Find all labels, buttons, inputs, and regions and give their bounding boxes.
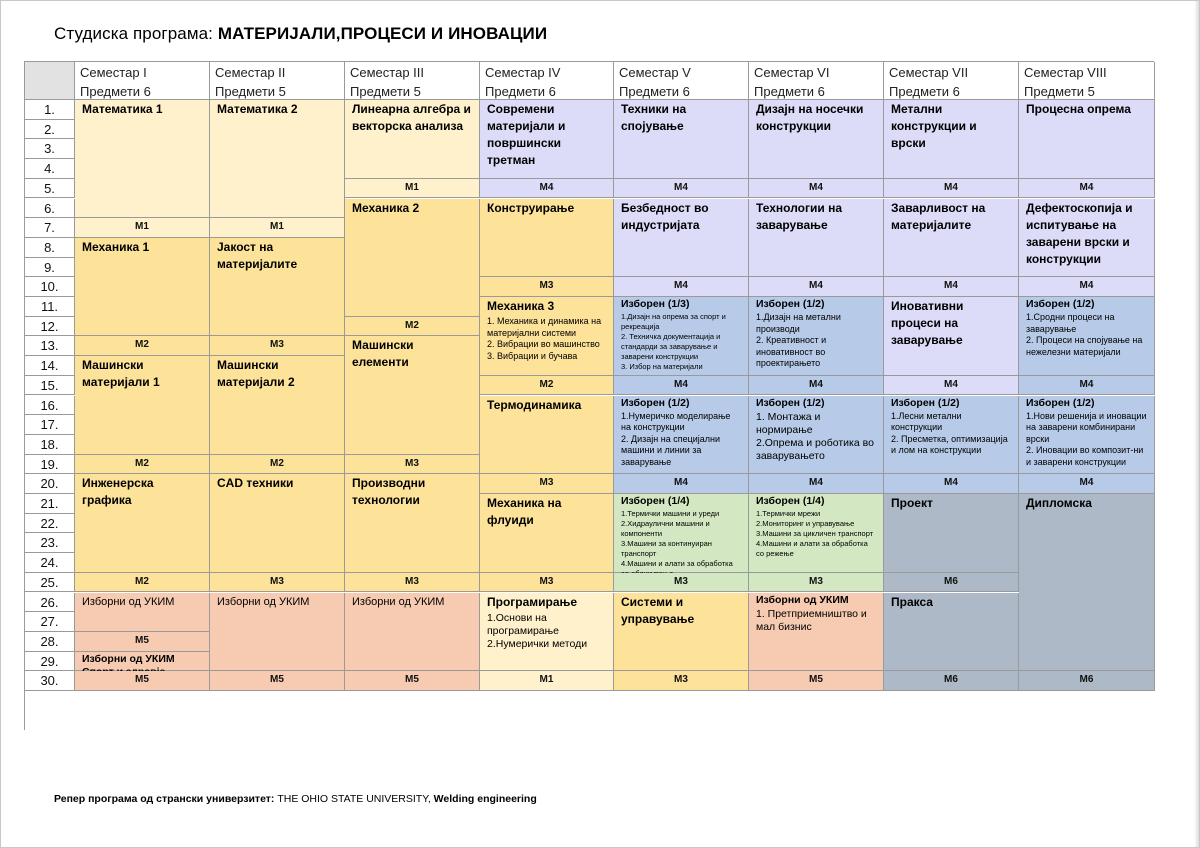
module-code: М3 — [480, 474, 614, 494]
subjects-count: Предмети 6 — [80, 84, 151, 99]
subject-cell — [345, 474, 480, 573]
module-code: М3 — [345, 573, 480, 593]
subject-cell — [749, 297, 884, 376]
subject-cell — [75, 238, 210, 337]
row-number: 3. — [25, 139, 75, 159]
semester-label: Семестар I — [80, 65, 147, 80]
subject-options: 1.Термички машини и уреди 2.Хидраулични машини и компоненти 3.Машини за континуиран транспорт 4.Машини и алати за обработка — [621, 509, 733, 568]
subject-name: Пракса — [891, 594, 933, 609]
row-number: 22. — [25, 514, 75, 534]
subject-options: 1. Монтажа и нормирање 2.Опрема и роботика во заварувањето — [756, 410, 874, 462]
row-number: 29. — [25, 652, 75, 672]
subject-name: Изборен (1/2) — [891, 396, 960, 409]
module-code: М4 — [749, 179, 884, 199]
subject-name: Механика 2 — [352, 200, 420, 215]
subjects-count: Предмети 5 — [1024, 84, 1095, 99]
subject-cell — [75, 100, 210, 218]
semester-label: Семестар VI — [754, 65, 830, 80]
module-code: М6 — [884, 573, 1019, 593]
subject-cell — [345, 336, 480, 454]
subject-name: Изборен (1/2) — [1026, 396, 1095, 409]
module-code: М4 — [480, 179, 614, 199]
subject-options: 1.Лесни метални конструкции 2. Пресметка, оптимизација и лом на конструкции — [891, 410, 1008, 455]
module-code: М4 — [1019, 179, 1155, 199]
module-code: М1 — [210, 218, 345, 238]
module-code: М4 — [749, 277, 884, 297]
subject-cell — [75, 593, 210, 632]
page-title — [54, 24, 547, 44]
module-code: М4 — [884, 474, 1019, 494]
subject-cell — [1019, 396, 1155, 475]
semester-label: Семестар II — [215, 65, 286, 80]
subject-cell — [480, 100, 614, 179]
row-number: 26. — [25, 593, 75, 613]
subject-cell — [480, 199, 614, 278]
row-number: 4. — [25, 159, 75, 179]
subject-cell — [210, 356, 345, 455]
title-main: МАТЕРИЈАЛИ,ПРОЦЕСИ И ИНОВАЦИИ — [217, 24, 548, 43]
subject-options: 1. Механика и динамика на материјални системи 2. Вибрации во машинство 3. Вибрации и бучава — [487, 316, 602, 361]
subject-cell — [884, 494, 1019, 573]
subject-cell — [884, 593, 1019, 672]
semester-header — [210, 62, 345, 100]
module-code: М4 — [884, 376, 1019, 396]
semester-label: Семестар IV — [485, 65, 561, 80]
subject-name: Изборен (1/2) — [1026, 298, 1095, 310]
module-code: М4 — [614, 474, 749, 494]
module-code: М3 — [480, 277, 614, 297]
reference-footer — [54, 793, 537, 805]
module-code: М3 — [345, 455, 480, 475]
subject-name: Програмирање — [487, 594, 578, 609]
module-code: М4 — [614, 277, 749, 297]
subject-name: Изборни од УКИМ — [756, 593, 849, 606]
row-number: 28. — [25, 632, 75, 652]
subject-name: Изборен (1/2) — [756, 396, 825, 409]
module-code: М2 — [480, 376, 614, 396]
subject-cell — [614, 297, 749, 376]
semester-label: Семестар VII — [889, 65, 969, 80]
subject-cell — [480, 494, 614, 573]
module-code: М2 — [210, 455, 345, 475]
row-number: 13. — [25, 336, 75, 356]
row-number: 15. — [25, 376, 75, 396]
module-code: М5 — [210, 671, 345, 691]
subject-cell — [210, 238, 345, 337]
subject-name: Конструирање — [487, 200, 575, 215]
module-code: М6 — [884, 671, 1019, 691]
row-number: 9. — [25, 258, 75, 278]
subject-name: Современи материјали и површински третман — [487, 102, 566, 167]
subject-cell — [1019, 199, 1155, 278]
subject-options: 1.Дизајн на метални производи 2. Креативност и иновативност во проектирањето — [756, 312, 841, 368]
module-code: М1 — [75, 218, 210, 238]
subject-name: Изборен (1/2) — [756, 298, 825, 310]
subject-cell — [884, 199, 1019, 278]
subject-cell — [75, 356, 210, 455]
subject-options: 1. Претприемништво и мал бизнис — [756, 607, 867, 633]
subject-cell — [480, 396, 614, 475]
row-number: 1. — [25, 100, 75, 120]
subject-cell — [210, 100, 345, 218]
subjects-count: Предмети 5 — [215, 84, 286, 99]
subject-cell — [345, 100, 480, 179]
subject-cell — [480, 297, 614, 376]
subject-cell — [1019, 297, 1155, 376]
module-code: М5 — [75, 671, 210, 691]
row-number: 7. — [25, 218, 75, 238]
row-number: 23. — [25, 533, 75, 553]
footer-label: Репер програма од странски универзитет: — [54, 793, 275, 805]
subject-name: Заварливост на материјалите — [891, 200, 986, 232]
subject-cell — [210, 593, 345, 672]
subject-cell — [210, 474, 345, 573]
module-code: М4 — [614, 376, 749, 396]
subject-name: Изборни од УКИМ — [217, 595, 310, 608]
semester-header — [749, 62, 884, 100]
module-code: М5 — [345, 671, 480, 691]
subject-name: Дипломска — [1026, 496, 1092, 510]
subject-cell — [749, 199, 884, 278]
subject-options: 1.Дизајн на опрема за спорт и рекреација 2. Техничка документација и стандарди за заварување и заварени конструкции 3. Избор на материјали — [621, 312, 726, 371]
subject-name: Математика 1 — [82, 102, 163, 116]
module-code: М4 — [614, 179, 749, 199]
subject-name: Технологии на заварување — [756, 200, 843, 232]
semester-label: Семестар III — [350, 65, 425, 80]
subject-cell — [345, 199, 480, 317]
semester-header — [614, 62, 749, 100]
module-code: М3 — [614, 573, 749, 593]
subject-name: Безбедност во индустријата — [621, 200, 709, 232]
subject-options: 1.Нови решенија и иновации на заварени комбинирани врски 2. Иновации во композит-ни и заварени конструкции — [1026, 410, 1147, 467]
semester-header — [75, 62, 210, 100]
subjects-count: Предмети 6 — [889, 84, 960, 99]
subject-name: Машински материјали 2 — [217, 358, 295, 390]
row-number: 5. — [25, 179, 75, 199]
subjects-count: Предмети 6 — [485, 84, 556, 99]
subject-name: Изборен (1/4) — [756, 495, 825, 507]
subject-name: Математика 2 — [217, 102, 298, 116]
subject-cell — [614, 100, 749, 179]
subject-cell — [75, 474, 210, 573]
subject-name: Изборен (1/3) — [621, 298, 690, 310]
row-number: 19. — [25, 455, 75, 475]
subject-name: Линеарна алгебра и векторска анализа — [352, 102, 471, 133]
subject-name: Термодинамика — [487, 397, 582, 412]
subject-name: Техники на спојување — [621, 102, 687, 133]
subject-cell — [1019, 494, 1155, 671]
subject-cell — [614, 396, 749, 475]
subject-name: Изборни од УКИМ — [82, 652, 175, 665]
subject-cell — [480, 593, 614, 672]
row-number: 21. — [25, 494, 75, 514]
subject-cell — [749, 494, 884, 573]
module-code: М4 — [1019, 474, 1155, 494]
subject-cell — [749, 396, 884, 475]
module-code: М5 — [749, 671, 884, 691]
subject-cell — [749, 100, 884, 179]
subject-name: Механика 3 — [487, 299, 555, 313]
subject-name: Изборни од УКИМ — [82, 595, 175, 608]
row-number: 6. — [25, 199, 75, 219]
subject-cell — [884, 297, 1019, 376]
subject-name: Иновативни процеси на заварување — [891, 299, 964, 347]
footer-university: THE OHIO STATE UNIVERSITY, — [274, 793, 431, 805]
semester-header — [345, 62, 480, 100]
module-code: М4 — [1019, 277, 1155, 297]
subject-options: 1.Основи на програмирање 2.Нумерички методи — [487, 611, 588, 650]
row-number: 27. — [25, 612, 75, 632]
module-code: М4 — [1019, 376, 1155, 396]
row-number: 24. — [25, 553, 75, 573]
subject-cell — [614, 199, 749, 278]
module-code: М3 — [210, 573, 345, 593]
row-number: 2. — [25, 120, 75, 140]
subject-name: CAD техники — [217, 476, 294, 491]
module-code: М3 — [749, 573, 884, 593]
subject-name: Дефектоскопија и испитување на заварени врски и конструкции — [1026, 200, 1133, 266]
subjects-count: Предмети 6 — [619, 84, 690, 99]
subject-name: Изборен (1/4) — [621, 495, 690, 507]
subject-name: Метални конструкции и врски — [891, 102, 977, 150]
subject-cell — [884, 100, 1019, 179]
semester-header — [884, 62, 1019, 100]
subject-cell — [75, 652, 210, 672]
semester-header — [1019, 62, 1155, 100]
subject-options: 1.Нумеричко моделирање на конструкции 2. Дизајн на специјални машини и линии за заварување — [621, 410, 731, 467]
row-number: 8. — [25, 238, 75, 258]
module-code: М4 — [884, 179, 1019, 199]
module-code: М4 — [884, 277, 1019, 297]
curriculum-table — [24, 61, 1154, 730]
subjects-count: Предмети 5 — [350, 84, 421, 99]
module-code: М2 — [75, 573, 210, 593]
subject-name: Производни технологии — [352, 476, 426, 508]
subject-cell — [614, 593, 749, 672]
module-code: М1 — [345, 179, 480, 199]
semester-header — [480, 62, 614, 100]
subject-name: Јакост на материјалите — [217, 239, 298, 271]
title-prefix: Студиска програма: — [54, 24, 218, 43]
subject-name: Изборни од УКИМ — [352, 595, 445, 608]
subject-name: Инженерска графика — [82, 476, 154, 508]
module-code: М4 — [749, 376, 884, 396]
module-code: М2 — [345, 317, 480, 337]
subject-cell — [614, 494, 749, 573]
module-code: М3 — [614, 671, 749, 691]
subject-cell — [749, 593, 884, 672]
row-number: 20. — [25, 474, 75, 494]
semester-label: Семестар V — [619, 65, 691, 80]
subject-name: Механика 1 — [82, 239, 150, 254]
subject-name: Изборен (1/2) — [621, 396, 690, 409]
subject-name: Машински материјали 1 — [82, 358, 160, 390]
module-code: М1 — [480, 671, 614, 691]
row-number: 30. — [25, 671, 75, 691]
module-code: М6 — [1019, 671, 1155, 691]
page-shadow — [1194, 0, 1200, 848]
subject-options: 1.Термички мрежи 2.Мониторинг и управување 3.Машини за цикличен транспорт 4.Машини и алати за обработка со режење — [756, 509, 874, 558]
module-code: М2 — [75, 336, 210, 356]
row-number: 10. — [25, 277, 75, 297]
row-number: 14. — [25, 356, 75, 376]
module-code: М3 — [480, 573, 614, 593]
module-code: М2 — [75, 455, 210, 475]
subject-cell — [1019, 100, 1155, 179]
subject-cell — [884, 396, 1019, 475]
subject-name: Механика на флуиди — [487, 496, 562, 527]
table-corner — [25, 62, 75, 100]
subject-name: Системи и управување — [621, 594, 695, 626]
module-code: М4 — [749, 474, 884, 494]
row-number: 16. — [25, 396, 75, 416]
subjects-count: Предмети 6 — [754, 84, 825, 99]
subject-name: Машински елементи — [352, 338, 414, 370]
row-number: 12. — [25, 317, 75, 337]
row-number: 11. — [25, 297, 75, 317]
row-number: 17. — [25, 415, 75, 435]
subject-options: 1.Сродни процеси на заварување 2. Процеси на спојување на нежелезни материјали — [1026, 312, 1143, 357]
subject-name: Дизајн на носечки конструкции — [756, 102, 864, 133]
module-code: М5 — [75, 632, 210, 652]
module-code: М3 — [210, 336, 345, 356]
subject-name: Процесна опрема — [1026, 102, 1131, 116]
subject-cell — [345, 593, 480, 672]
semester-label: Семестар VIII — [1024, 65, 1107, 80]
row-number: 18. — [25, 435, 75, 455]
row-number: 25. — [25, 573, 75, 593]
footer-program: Welding engineering — [430, 793, 537, 805]
subject-name: Проект — [891, 496, 933, 510]
